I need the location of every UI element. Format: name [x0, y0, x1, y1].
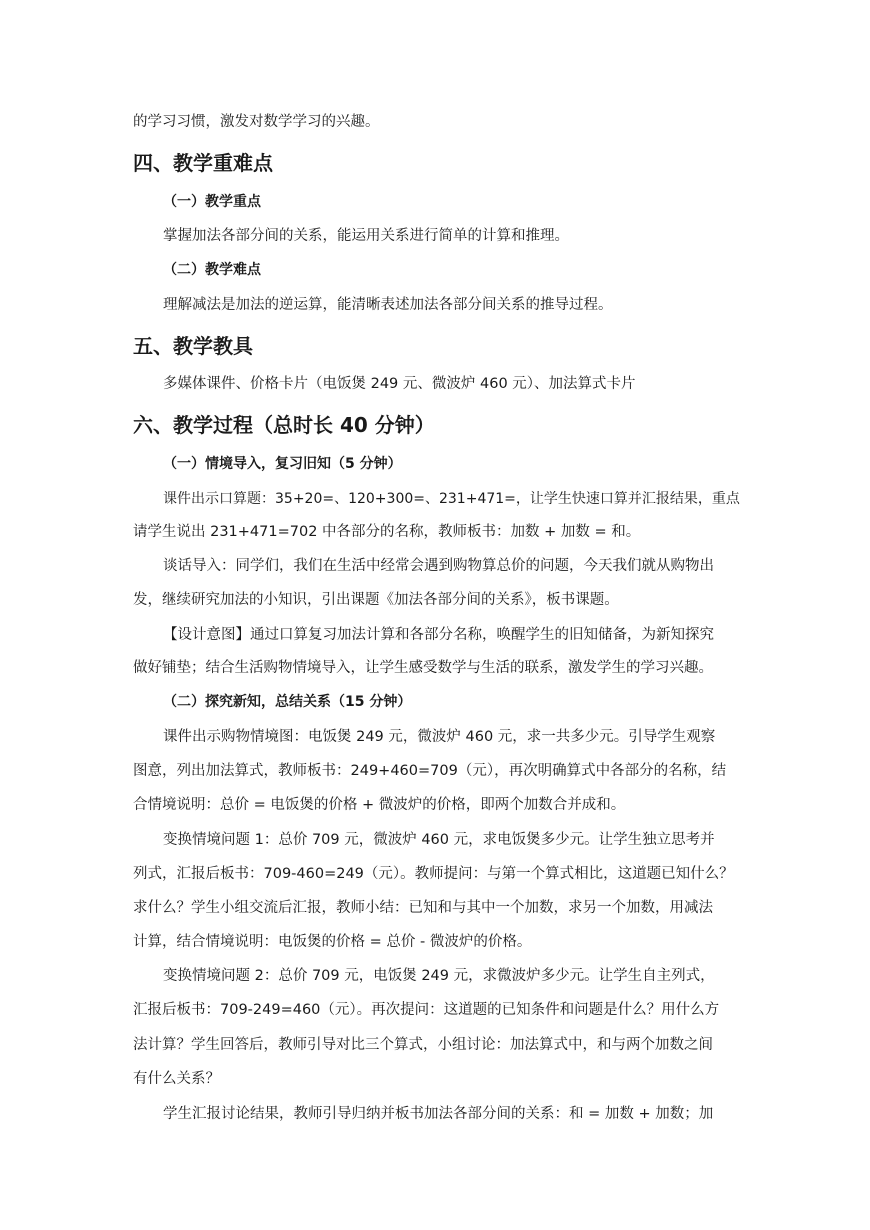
- section-heading-5: 五、教学教具: [133, 334, 253, 358]
- paragraph-line: 有什么关系？: [133, 1071, 220, 1087]
- paragraph-line: 的学习习惯，激发对数学学习的兴趣。: [133, 114, 380, 130]
- paragraph-line: 汇报后板书：709-249=460（元）。再次提问：这道题的已知条件和问题是什么？用什么方: [133, 1002, 720, 1018]
- paragraph-line: 变换情境问题 2：总价 709 元，电饭煲 249 元，求微波炉多少元。让学生自主列式，: [163, 968, 715, 984]
- paragraph-line: 变换情境问题 1：总价 709 元，微波炉 460 元，求电饭煲多少元。让学生独立思考并: [163, 832, 715, 848]
- subheading-key-points: （一）教学重点: [163, 194, 261, 210]
- paragraph-line: 图意，列出加法算式，教师板书：249+460=709（元），再次明确算式中各部分的名称，结: [133, 763, 727, 779]
- paragraph-line: 【设计意图】通过口算复习加法计算和各部分名称，唤醒学生的旧知储备，为新知探究: [163, 627, 714, 643]
- section-heading-4: 四、教学重难点: [133, 151, 273, 175]
- paragraph-line: 学生汇报讨论结果，教师引导归纳并板书加法各部分间的关系：和 = 加数 + 加数；加: [163, 1106, 714, 1122]
- subheading-intro: （一）情境导入，复习旧知（5 分钟）: [163, 456, 402, 472]
- paragraph-line: 多媒体课件、价格卡片（电饭煲 249 元、微波炉 460 元）、加法算式卡片: [163, 376, 636, 392]
- paragraph-line: 列式，汇报后板书：709-460=249（元）。教师提问：与第一个算式相比，这道题已知什么？: [133, 866, 734, 882]
- paragraph-line: 计算，结合情境说明：电饭煲的价格 = 总价 - 微波炉的价格。: [133, 934, 532, 950]
- paragraph-line: 求什么？学生小组交流后汇报，教师小结：已知和与其中一个加数，求另一个加数，用减法: [133, 900, 713, 916]
- paragraph-line: 请学生说出 231+471=702 中各部分的名称，教师板书：加数 + 加数 = 和。: [133, 524, 641, 540]
- subheading-explore: （二）探究新知，总结关系（15 分钟）: [163, 694, 412, 710]
- subheading-difficulties: （二）教学难点: [163, 262, 261, 278]
- paragraph-line: 理解减法是加法的逆运算，能清晰表述加法各部分间关系的推导过程。: [163, 297, 613, 313]
- paragraph-line: 合情境说明：总价 = 电饭煲的价格 + 微波炉的价格，即两个加数合并成和。: [133, 797, 626, 813]
- paragraph-line: 发，继续研究加法的小知识，引出课题《加法各部分间的关系》，板书课题。: [133, 592, 619, 608]
- paragraph-line: 法计算？学生回答后，教师引导对比三个算式，小组讨论：加法算式中，和与两个加数之间: [133, 1037, 713, 1053]
- paragraph-line: 谈话导入：同学们，我们在生活中经常会遇到购物算总价的问题，今天我们就从购物出: [163, 558, 714, 574]
- paragraph-line: 做好铺垫；结合生活购物情境导入，让学生感受数学与生活的联系，激发学生的学习兴趣。: [133, 660, 713, 676]
- section-heading-6: 六、教学过程（总时长 40 分钟）: [133, 413, 435, 437]
- paragraph-line: 课件出示购物情境图：电饭煲 249 元，微波炉 460 元，求一共多少元。引导学生观察: [163, 729, 716, 745]
- paragraph-line: 掌握加法各部分间的关系，能运用关系进行简单的计算和推理。: [163, 228, 569, 244]
- paragraph-line: 课件出示口算题：35+20=、120+300=、231+471=，让学生快速口算并汇报结果，重点: [163, 491, 740, 507]
